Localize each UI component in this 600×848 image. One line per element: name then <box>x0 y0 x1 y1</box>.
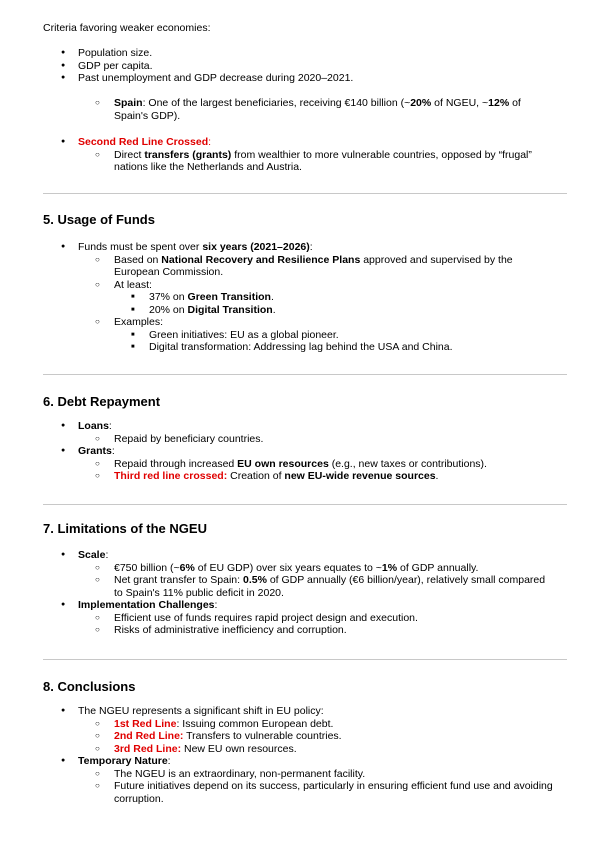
list-item: ● Temporary Nature: ○ The NGEU is an extraordinary, non-permanent facility. ○ Future initiatives depend on its success, particularly in ensuring efficient fund use and avoiding corruption. <box>43 755 553 805</box>
list-item: ● Scale: ○ €750 billion (~6% of EU GDP) over six years equates to ~1% of GDP annually. ○ Net grant transfer to Spain: 0.5% of GDP annually (€6 billion/year), relatively small compared to Spain's 11% public deficit in 2020. <box>43 549 553 599</box>
list-item: ● Population size. <box>43 47 553 60</box>
list-item: ■ Digital transformation: Addressing lag behind the USA and China. <box>114 341 553 354</box>
first-red-line-label: 1st Red Line <box>114 717 177 730</box>
list-item: ○ Repaid by beneficiary countries. <box>78 433 553 446</box>
list-item: ● The NGEU represents a significant shift in EU policy: ○ 1st Red Line: Issuing common European debt. ○ 2nd Red Line: Transfers to vulnerable countries. ○ 3rd Red Line: New EU own resources. <box>43 705 553 755</box>
list-item: ○ Based on National Recovery and Resilience Plans approved and supervised by the European Commission. <box>78 254 553 279</box>
list-item: ○ Efficient use of funds requires rapid project design and execution. <box>78 612 553 625</box>
list-item: ○ 1st Red Line: Issuing common European debt. <box>78 718 553 731</box>
section-5-list <box>43 241 553 354</box>
section-7-list <box>43 549 553 637</box>
section-5-heading: 5. Usage of Funds <box>43 212 155 227</box>
section-6-list <box>43 420 553 483</box>
list-item: ○ At least: ■ 37% on Green Transition. ■ 20% on Digital Transition. <box>78 279 553 317</box>
list-item: ○ Net grant transfer to Spain: 0.5% of GDP annually (€6 billion/year), relatively small compared to Spain's 11% public deficit in 2020. <box>78 574 553 599</box>
list-item: ■ 37% on Green Transition. <box>114 291 553 304</box>
second-red-line-list <box>43 136 553 174</box>
section-divider <box>43 374 567 375</box>
second-red-line-label: Second Red Line Crossed <box>78 136 209 148</box>
section-divider <box>43 504 567 505</box>
list-item <box>43 97 553 122</box>
list-item: ● GDP per capita. <box>43 60 553 73</box>
spain-block <box>43 97 553 122</box>
list-item: ■ Green initiatives: EU as a global pioneer. <box>114 329 553 342</box>
section-divider <box>43 659 567 660</box>
list-item: ● Second Red Line Crossed: ○ Direct transfers (grants) from wealthier to more vulnerable countries, opposed by “frugal” nations like the Netherlands and Austria. <box>43 136 553 174</box>
list-item: ○ Third red line crossed: Creation of new EU-wide revenue sources. <box>78 470 553 483</box>
list-item: ■ 20% on Digital Transition. <box>114 304 553 317</box>
section-8-heading: 8. Conclusions <box>43 679 136 694</box>
second-red-line-label: 2nd Red Line: <box>114 730 184 742</box>
list-item: ● Implementation Challenges: ○ Efficient use of funds requires rapid project design and execution. ○ Risks of administrative inefficiency and corruption. <box>43 599 553 637</box>
list-item: ○ Examples: ■ Green initiatives: EU as a global pioneer. ■ Digital transformation: Addressing lag behind the USA and China. <box>78 316 553 354</box>
list-item: ○ €750 billion (~6% of EU GDP) over six years equates to ~1% of GDP annually. <box>78 562 553 575</box>
list-item: ○ Future initiatives depend on its success, particularly in ensuring efficient fund use and avoiding corruption. <box>78 780 553 805</box>
section-6-heading: 6. Debt Repayment <box>43 394 161 409</box>
criteria-list <box>43 47 553 85</box>
third-red-line-label: Third red line crossed: <box>114 470 228 482</box>
list-item: ● Past unemployment and GDP decrease during 2020–2021. <box>43 72 553 85</box>
list-item: ○ Risks of administrative inefficiency and corruption. <box>78 624 553 637</box>
spain-item: ○ Spain: One of the largest beneficiaries, receiving €140 billion (~20% of NGEU, ~12% of Spain's GDP). <box>78 97 553 122</box>
section-divider <box>43 193 567 194</box>
list-item: ○ Repaid through increased EU own resources (e.g., new taxes or contributions). <box>78 458 553 471</box>
list-item: ○ The NGEU is an extraordinary, non-permanent facility. <box>78 768 553 781</box>
list-item: ● Funds must be spent over six years (2021–2026): ○ Based on National Recovery and Resilience Plans approved and supervised by the European Commission. ○ At least: ■ 37% on Green Transition. ■ 20% on Digital Transition. ○ Examples: ■ Green initiatives: EU as a global pioneer. ■ Digital transformation: Addressing lag behind the USA and China. <box>43 241 553 354</box>
section-7-heading: 7. Limitations of the NGEU <box>43 521 207 536</box>
list-item: ○ 3rd Red Line: New EU own resources. <box>78 743 553 756</box>
section-8-list <box>43 705 553 805</box>
list-item: ● Loans: ○ Repaid by beneficiary countries. <box>43 420 553 445</box>
criteria-intro: Criteria favoring weaker economies: <box>43 22 211 34</box>
third-red-line-label: 3rd Red Line: <box>114 742 182 755</box>
list-item: ● Grants: ○ Repaid through increased EU own resources (e.g., new taxes or contributions). ○ Third red line crossed: Creation of new EU-wide revenue sources. <box>43 445 553 483</box>
list-item: ○ 2nd Red Line: Transfers to vulnerable countries. <box>78 730 553 743</box>
list-item: ○ Direct transfers (grants) from wealthier to more vulnerable countries, opposed by “frugal” nations like the Netherlands and Austria. <box>78 149 553 174</box>
